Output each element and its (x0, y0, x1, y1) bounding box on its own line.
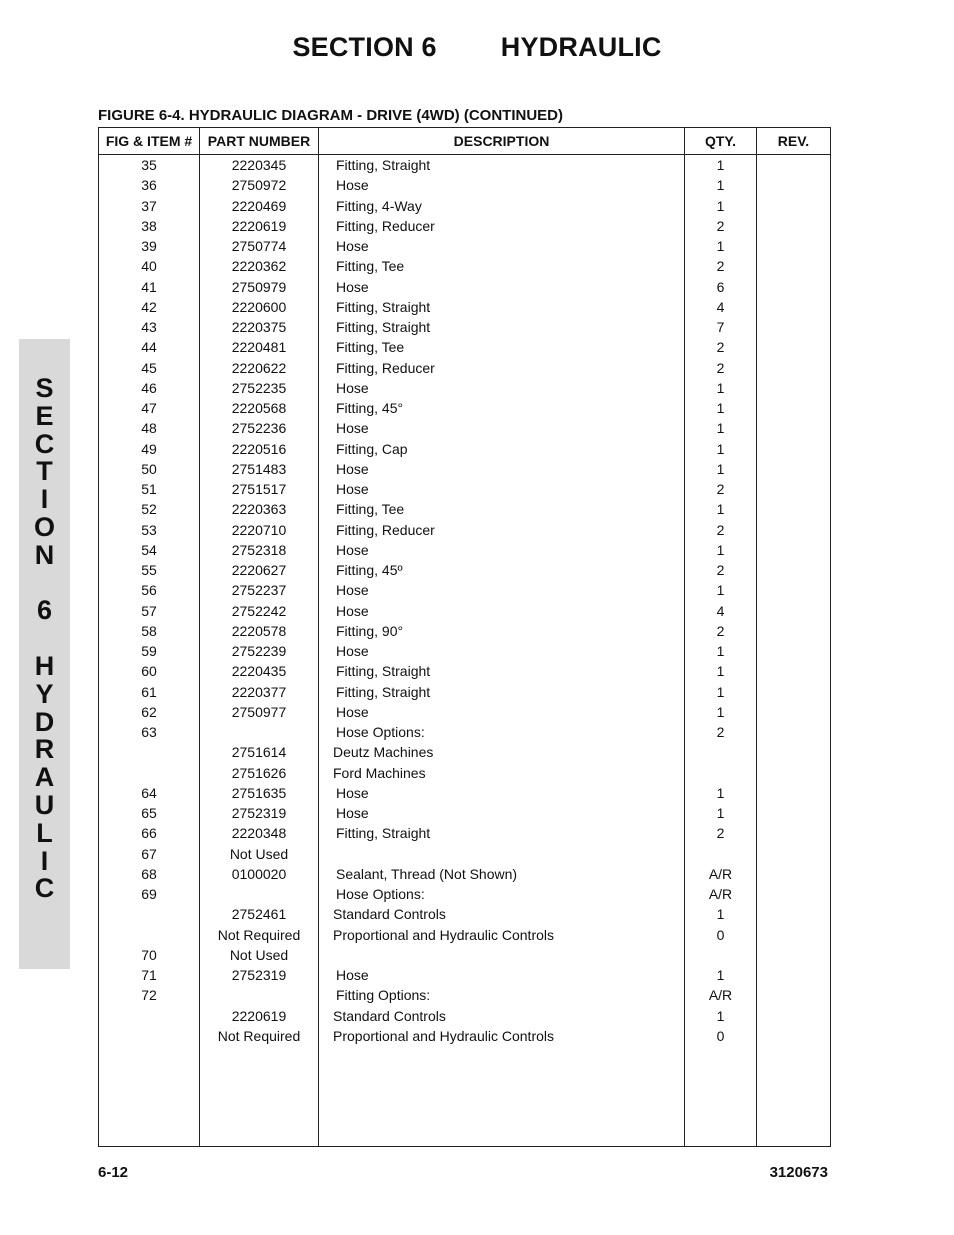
rev-cell (757, 256, 830, 276)
fig-item-cell (99, 763, 199, 783)
qty-cell: 6 (716, 278, 725, 295)
qty-cell: 2 (716, 339, 725, 356)
qty-cell: 1 (716, 460, 725, 477)
rev-cell (757, 439, 830, 459)
side-tab-letter: R (34, 734, 55, 765)
rev-cell (757, 985, 830, 1005)
rev-cell (757, 904, 830, 924)
header-fig-item: FIG & ITEM # (99, 128, 200, 155)
part-number-cell: 2752318 (231, 541, 287, 558)
description-cell (319, 844, 684, 864)
part-number-cell: 2220578 (231, 622, 287, 639)
qty-cell: A/R (708, 865, 733, 882)
parts-table (98, 127, 831, 1147)
rev-cell (757, 945, 830, 965)
description-cell: Fitting, Straight (336, 319, 431, 335)
part-number-cell: 2220345 (231, 157, 287, 173)
rev-cell (757, 783, 830, 803)
side-tab-letter: H (34, 650, 55, 681)
qty-cell: A/R (708, 886, 733, 902)
section-side-tab (19, 339, 70, 969)
rev-cell (757, 763, 830, 783)
fig-item-cell: 60 (141, 663, 157, 680)
description-cell: Hose (336, 703, 369, 720)
rev-cell (757, 682, 830, 702)
rev-cell (757, 722, 830, 742)
description-cell: Hose (336, 541, 369, 558)
side-tab-letter: E (35, 400, 54, 431)
fig-item-cell (99, 742, 199, 762)
description-cell: Hose (336, 784, 369, 801)
col-part-number (200, 155, 319, 1147)
rev-cell (757, 358, 830, 378)
rev-cell (757, 479, 830, 499)
rev-cell (757, 844, 830, 864)
fig-item-cell: 54 (141, 541, 157, 558)
description-cell: Hose (336, 278, 369, 295)
qty-cell: 1 (716, 501, 725, 518)
part-number-cell (200, 722, 318, 742)
qty-cell (685, 742, 756, 762)
qty-cell: 2 (716, 521, 725, 538)
qty-cell: 1 (716, 582, 725, 599)
qty-cell (685, 763, 756, 783)
qty-cell: 1 (716, 663, 725, 680)
qty-cell: 1 (716, 238, 725, 254)
part-number-cell: 2220622 (231, 359, 287, 376)
qty-cell: 0 (716, 1027, 725, 1044)
description-cell: Hose (336, 420, 369, 437)
part-number-cell: 2220600 (231, 298, 287, 315)
rev-cell (757, 965, 830, 985)
rev-cell (757, 520, 830, 540)
fig-item-cell: 48 (141, 420, 157, 437)
description-cell: Fitting Options: (336, 987, 431, 1004)
part-number-cell: Not Used (229, 845, 289, 862)
part-number-cell: 2220516 (231, 440, 287, 457)
fig-item-cell: 53 (141, 521, 157, 538)
fig-item-cell: 38 (141, 217, 157, 234)
part-number-cell: 2220348 (231, 825, 287, 842)
part-number-cell: 2220568 (231, 400, 287, 416)
description-cell: Fitting, Straight (336, 683, 431, 700)
fig-item-cell: 62 (141, 703, 157, 720)
side-tab-letter: N (34, 539, 55, 570)
qty-cell (685, 945, 756, 965)
fig-item-cell: 50 (141, 460, 157, 477)
description-cell (319, 945, 684, 965)
rev-cell (757, 196, 830, 216)
side-tab-letter: O (33, 511, 55, 542)
fig-item-cell: 61 (141, 683, 157, 700)
rev-cell (757, 884, 830, 904)
qty-cell: 1 (716, 805, 725, 821)
side-tab-letter: D (34, 706, 55, 737)
section-title: HYDRAULIC (500, 32, 662, 62)
part-number-cell: 2751614 (231, 744, 287, 761)
description-cell: Fitting, Reducer (336, 217, 435, 234)
part-number-cell (200, 985, 318, 1005)
fig-item-cell: 43 (141, 319, 157, 335)
part-number-cell: 2751483 (231, 460, 287, 477)
part-number-cell: 2752319 (231, 967, 287, 983)
description-cell: Fitting, Reducer (336, 521, 435, 538)
description-cell: Fitting, Tee (336, 501, 405, 518)
description-cell: Ford Machines (333, 764, 426, 781)
rev-cell (757, 216, 830, 236)
part-number-cell: 2752235 (231, 379, 287, 396)
fig-item-cell: 58 (141, 622, 157, 639)
description-cell: Hose Options: (336, 886, 425, 902)
part-number-cell: 2751635 (231, 784, 287, 801)
description-cell: Fitting, Straight (336, 663, 431, 680)
description-cell: Fitting, 90° (336, 622, 404, 639)
qty-cell: 1 (716, 784, 725, 801)
description-cell: Fitting, Cap (336, 440, 408, 457)
rev-cell (757, 155, 830, 175)
part-number-cell: 2220481 (231, 339, 287, 356)
qty-cell: 1 (716, 197, 725, 214)
section-number: SECTION 6 (292, 32, 437, 62)
qty-cell: 4 (716, 602, 725, 619)
qty-cell: 1 (716, 440, 725, 457)
fig-item-cell: 52 (141, 501, 157, 518)
description-cell: Fitting, 4-Way (336, 197, 422, 214)
fig-item-cell (99, 1006, 199, 1026)
description-cell: Hose (336, 805, 369, 821)
part-number-cell: 0100020 (231, 865, 287, 882)
col-qty (685, 155, 757, 1147)
rev-cell (757, 1026, 830, 1046)
col-fig-item (99, 155, 200, 1147)
description-cell: Fitting, Straight (336, 298, 431, 315)
part-number-cell: 2220469 (231, 197, 287, 214)
qty-cell (685, 844, 756, 864)
fig-item-cell: 72 (141, 987, 157, 1004)
fig-item-cell: 55 (141, 562, 157, 578)
rev-cell (757, 418, 830, 438)
qty-cell: A/R (708, 987, 733, 1004)
side-tab-letter: S (35, 373, 54, 403)
rev-cell (757, 641, 830, 661)
col-description (319, 155, 685, 1147)
side-tab-letter: A (34, 762, 55, 793)
qty-cell: 2 (716, 258, 725, 275)
col-rev (757, 155, 831, 1147)
figure-caption: FIGURE 6-4. HYDRAULIC DIAGRAM - DRIVE (4WD) (CONTINUED) (98, 107, 563, 124)
rev-cell (757, 560, 830, 580)
qty-cell: 7 (716, 319, 725, 335)
qty-cell: 2 (716, 825, 725, 842)
part-number-cell: 2751517 (231, 481, 287, 497)
fig-item-cell: 51 (141, 481, 157, 497)
description-cell: Fitting, Tee (336, 339, 405, 356)
description-cell: Fitting, 45º (336, 562, 403, 578)
rev-cell (757, 297, 830, 317)
part-number-cell: 2751626 (231, 764, 287, 781)
fig-item-cell (99, 1026, 199, 1046)
page-number: 6-12 (98, 1164, 129, 1181)
qty-cell: 1 (716, 703, 725, 720)
part-number-cell: 2220619 (231, 217, 287, 234)
qty-cell: 4 (716, 298, 725, 315)
side-tab-letter: C (34, 428, 55, 459)
part-number-cell: 2752237 (231, 582, 287, 599)
qty-cell: 2 (716, 217, 725, 234)
fig-item-cell: 66 (141, 825, 157, 842)
header-description: DESCRIPTION (319, 128, 685, 155)
description-cell: Sealant, Thread (Not Shown) (336, 865, 518, 882)
side-tab-letter: Y (35, 678, 54, 709)
header-part-number: PART NUMBER (200, 128, 319, 155)
rev-cell (757, 742, 830, 762)
fig-item-cell: 70 (141, 946, 157, 963)
qty-cell: 2 (716, 622, 725, 639)
rev-cell (757, 236, 830, 256)
fig-item-cell: 69 (141, 886, 157, 902)
rev-cell (757, 337, 830, 357)
description-cell: Hose Options: (336, 724, 425, 740)
side-tab-letter: T (36, 456, 53, 487)
description-cell: Hose (336, 582, 369, 599)
qty-cell: 1 (716, 400, 725, 416)
side-tab-letter (19, 625, 70, 653)
qty-cell: 2 (716, 359, 725, 376)
fig-item-cell: 57 (141, 602, 157, 619)
part-number-cell: Not Used (229, 946, 289, 963)
fig-item-cell: 65 (141, 805, 157, 821)
description-cell: Hose (336, 481, 369, 497)
rev-cell (757, 803, 830, 823)
rev-cell (757, 601, 830, 621)
fig-item-cell: 49 (141, 440, 157, 457)
part-number-cell: 2750972 (231, 177, 287, 194)
fig-item-cell: 63 (141, 724, 157, 740)
qty-cell: 1 (716, 177, 725, 194)
part-number-cell: 2220710 (231, 521, 287, 538)
part-number-cell: 2752242 (231, 602, 287, 619)
description-cell: Fitting, 45° (336, 400, 404, 416)
description-cell: Hose (336, 379, 369, 396)
fig-item-cell: 42 (141, 298, 157, 315)
description-cell: Standard Controls (333, 906, 446, 923)
description-cell: Hose (336, 460, 369, 477)
qty-cell: 1 (716, 157, 725, 173)
rev-cell (757, 317, 830, 337)
rev-cell (757, 823, 830, 843)
part-number-cell: 2220363 (231, 501, 287, 518)
header-qty: QTY. (685, 128, 757, 155)
rev-cell (757, 499, 830, 519)
part-number-cell: 2750979 (231, 278, 287, 295)
description-cell: Hose (336, 238, 369, 254)
rev-cell (757, 175, 830, 195)
document-number: 3120673 (769, 1164, 828, 1181)
fig-item-cell (99, 904, 199, 924)
rev-cell (757, 378, 830, 398)
rev-cell (757, 398, 830, 418)
rev-cell (757, 661, 830, 681)
rev-cell (757, 702, 830, 722)
side-tab-letter: U (34, 789, 55, 820)
qty-cell: 0 (716, 926, 725, 943)
fig-item-cell: 67 (141, 845, 157, 862)
description-cell: Fitting, Tee (336, 258, 405, 275)
header-rev: REV. (757, 128, 831, 155)
part-number-cell: 2750977 (231, 703, 287, 720)
fig-item-cell: 40 (141, 258, 157, 275)
rev-cell (757, 1006, 830, 1026)
fig-item-cell: 56 (141, 582, 157, 599)
description-cell: Hose (336, 177, 369, 194)
part-number-cell: Not Required (217, 1027, 301, 1044)
part-number-cell (200, 884, 318, 904)
side-tab-letter: I (40, 845, 49, 876)
description-cell: Hose (336, 602, 369, 619)
qty-cell: 2 (716, 481, 725, 497)
rev-cell (757, 277, 830, 297)
qty-cell: 1 (716, 541, 725, 558)
fig-item-cell: 35 (141, 157, 157, 173)
description-cell: Fitting, Straight (336, 157, 431, 173)
side-tab-letters (19, 375, 70, 903)
page-header (0, 32, 954, 63)
qty-cell: 2 (716, 562, 725, 578)
fig-item-cell: 45 (141, 359, 157, 376)
part-number-cell: 2220362 (231, 258, 287, 275)
fig-item-cell: 36 (141, 177, 157, 194)
qty-cell: 1 (716, 683, 725, 700)
description-cell: Fitting, Straight (336, 825, 431, 842)
description-cell: Fitting, Reducer (336, 359, 435, 376)
part-number-cell: 2220375 (231, 319, 287, 335)
description-cell: Deutz Machines (333, 744, 434, 761)
fig-item-cell: 41 (141, 278, 157, 295)
fig-item-cell: 47 (141, 400, 157, 416)
fig-item-cell: 68 (141, 865, 157, 882)
side-tab-letter: C (34, 873, 55, 904)
part-number-cell: 2220435 (231, 663, 287, 680)
description-cell: Proportional and Hydraulic Controls (333, 1027, 554, 1044)
qty-cell: 1 (716, 967, 725, 983)
part-number-cell: 2752236 (231, 420, 287, 437)
rev-cell (757, 459, 830, 479)
fig-item-cell (99, 925, 199, 945)
description-cell: Hose (336, 967, 369, 983)
rev-cell (757, 621, 830, 641)
part-number-cell: 2220619 (231, 1007, 287, 1024)
side-tab-letter: L (36, 817, 53, 848)
qty-cell: 1 (716, 379, 725, 396)
rev-cell (757, 540, 830, 560)
fig-item-cell: 37 (141, 197, 157, 214)
rev-cell (757, 580, 830, 600)
table-header-row (99, 128, 831, 155)
qty-cell: 1 (716, 643, 725, 659)
part-number-cell: 2752319 (231, 805, 287, 821)
rev-cell (757, 925, 830, 945)
side-tab-letter: 6 (36, 595, 53, 626)
part-number-cell: Not Required (217, 926, 301, 943)
rev-cell (757, 864, 830, 884)
fig-item-cell: 39 (141, 238, 157, 254)
description-cell: Proportional and Hydraulic Controls (333, 926, 554, 943)
table-body-row (99, 155, 831, 1147)
part-number-cell: 2752239 (231, 643, 287, 659)
qty-cell: 1 (716, 1007, 725, 1024)
qty-cell: 2 (716, 724, 725, 740)
fig-item-cell: 44 (141, 339, 157, 356)
qty-cell: 1 (716, 906, 725, 923)
fig-item-cell: 64 (141, 784, 157, 801)
description-cell: Standard Controls (333, 1007, 446, 1024)
qty-cell: 1 (716, 420, 725, 437)
part-number-cell: 2220377 (231, 683, 287, 700)
side-tab-letter (19, 570, 70, 598)
fig-item-cell: 71 (141, 967, 157, 983)
part-number-cell: 2750774 (231, 238, 287, 254)
part-number-cell: 2220627 (231, 562, 287, 578)
description-cell: Hose (336, 643, 369, 659)
fig-item-cell: 59 (141, 643, 157, 659)
part-number-cell: 2752461 (231, 906, 287, 923)
side-tab-letter: I (40, 484, 49, 515)
fig-item-cell: 46 (141, 379, 157, 396)
